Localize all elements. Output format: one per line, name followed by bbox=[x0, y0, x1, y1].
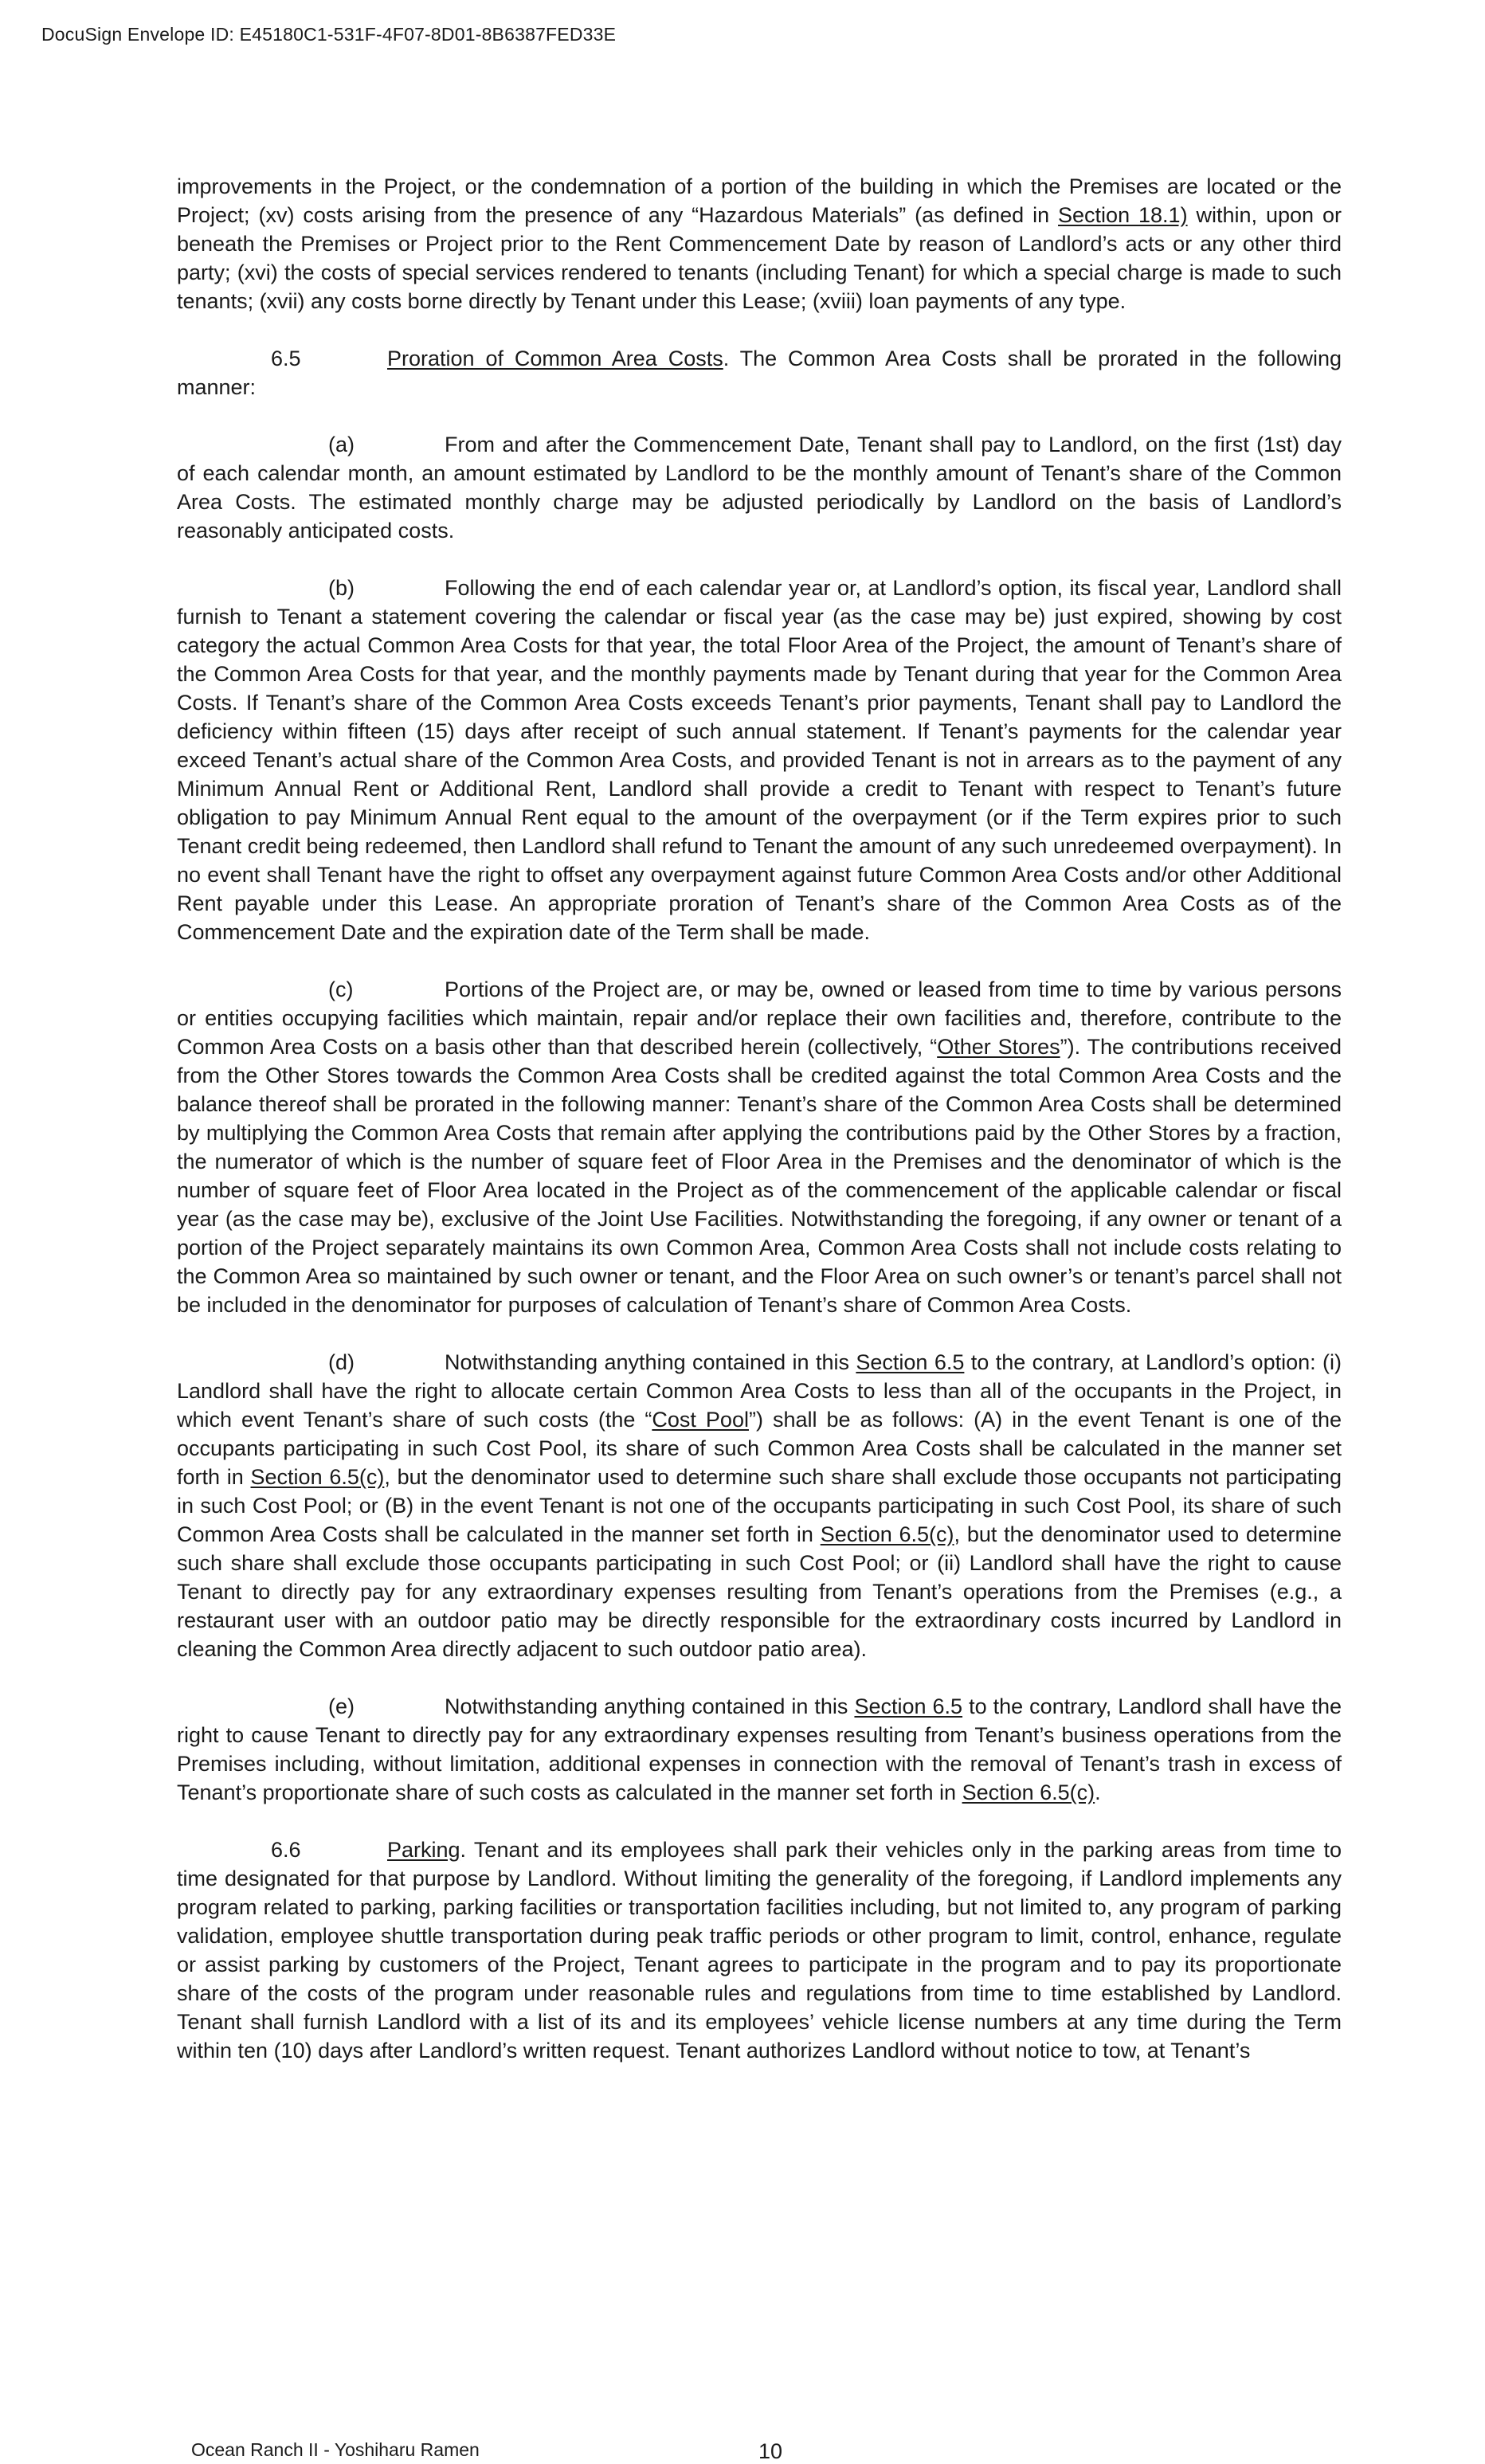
section-number: 6.5 bbox=[271, 347, 301, 370]
text-run: ”). The contributions received from the Other Stores towards the Common Area Costs shall be credited against the total Common Area Costs and the balance thereof shall be prorated in the following manner: Tenant’s share of the Common Area Costs shall be determined by multiplying the Common Area Costs that remain after applying the contributions paid by the Other Stores by a fraction, the numerator of which is the number of square feet of Floor Area in the Premises and the denominator of which is the number of square feet of Floor Area located in the Project as of the commencement of the applicable calendar or fiscal year (as the case may be), exclusive of the Joint Use Facilities. Notwithstanding the foregoing, if any owner or tenant of a portion of the Project separately maintains its own Common Area, Common Area Costs shall not include costs relating to the Common Area so maintained by such owner or tenant, and the Floor Area on such owner’s or tenant’s parcel shall not be included in the denominator for purposes of calculation of Tenant’s share of Common Area Costs. bbox=[177, 1035, 1342, 1317]
cross-reference: Section 6.5 bbox=[854, 1694, 963, 1718]
section-6-5 bbox=[177, 344, 1342, 402]
subsection-b bbox=[177, 574, 1342, 946]
defined-term: Cost Pool bbox=[652, 1408, 749, 1432]
cross-reference: Section 6.5(c) bbox=[820, 1522, 954, 1546]
text-run: within, upon or beneath the Premises or Project prior to the Rent Commencement Date by reason of Landlord’s acts or any other third party; (xvi) the costs of special services rendered to tenants (including Tenant) for which a special charge is made to such tenants; (xvii) any costs borne directly by Tenant under this Lease; (xviii) loan payments of any type. bbox=[177, 203, 1342, 313]
text-run: . bbox=[1095, 1780, 1101, 1804]
cross-reference: Section 6.5(c) bbox=[962, 1780, 1095, 1804]
text-run: Following the end of each calendar year or, at Landlord’s option, its fiscal year, Landlord shall furnish to Tenant a statement covering the calendar or fiscal year (as the case may be) just expired, showing by cost category the actual Common Area Costs for that year, the total Floor Area of the Project, the amount of Tenant’s share of the Common Area Costs for that year, and the monthly payments made by Tenant during that year for the Common Area Costs. If Tenant’s share of the Common Area Costs exceeds Tenant’s prior payments, Tenant shall pay to Landlord the deficiency within fifteen (15) days after receipt of such annual statement. If Tenant’s payments for the calendar year exceed Tenant’s actual share of the Common Area Costs, and provided Tenant is not in arrears as to the payment of any Minimum Annual Rent or Additional Rent, Landlord shall provide a credit to Tenant with respect to Tenant’s future obligation to pay Minimum Annual Rent equal to the amount of the overpayment (or if the Term expires prior to such Tenant credit being redeemed, then Landlord shall refund to Tenant the amount of any such unredeemed overpayment). In no event shall Tenant have the right to offset any overpayment against future Common Area Costs and/or other Additional Rent payable under this Lease. An appropriate proration of Tenant’s share of the Common Area Costs as of the Commencement Date and the expiration date of the Term shall be made. bbox=[177, 576, 1342, 944]
cross-reference: Section 18.1) bbox=[1058, 203, 1188, 227]
text-run: . Tenant and its employees shall park their vehicles only in the parking areas from time to time designated for that purpose by Landlord. Without limiting the generality of the foregoing, if Landlord implements any program related to parking, parking facilities or transportation facilities including, but not limited to, any program of parking validation, employee shuttle transportation during peak traffic periods or other program to limit, control, enhance, regulate or assist parking by customers of the Project, Tenant agrees to participate in the program and to pay its proportionate share of the costs of the program under reasonable rules and regulations from time to time established by Landlord. Tenant shall furnish Landlord with a list of its and its employees’ vehicle license numbers at any time during the Term within ten (10) days after Landlord’s written request. Tenant authorizes Landlord without notice to tow, at Tenant’s bbox=[177, 1838, 1342, 2062]
subsection-d bbox=[177, 1348, 1342, 1663]
subsection-c bbox=[177, 975, 1342, 1319]
paragraph-continuation bbox=[177, 172, 1342, 315]
section-heading: Parking bbox=[387, 1838, 460, 1862]
text-run: , but the denominator used to determine such share shall exclude those occupants participating in such Cost Pool; or (ii) Landlord shall have the right to cause Tenant to directly pay for any extraordinary expenses resulting from Tenant’s operations from the Premises (e.g., a restaurant user with an outdoor patio may be directly responsible for the extraordinary costs incurred by Landlord in cleaning the Common Area directly adjacent to such outdoor patio area). bbox=[177, 1522, 1342, 1661]
text-run: ”) shall be as follows: (A) in the event Tenant is one of the occupants participating in such Cost Pool, its share of such Common Area Costs shall be calculated in the manner set forth in bbox=[177, 1408, 1342, 1489]
docusign-envelope-id: DocuSign Envelope ID: E45180C1-531F-4F07-8D01-8B6387FED33E bbox=[41, 24, 617, 45]
text-run: improvements in the Project, or the condemnation of a portion of the building in which the Premises are located or the Project; (xv) costs arising from the presence of any “Hazardous Materials” (as defined in bbox=[177, 174, 1342, 227]
section-number: 6.6 bbox=[271, 1838, 301, 1862]
cross-reference: Section 6.5(c) bbox=[250, 1465, 385, 1489]
section-6-6 bbox=[177, 1835, 1342, 2065]
text-run: Portions of the Project are, or may be, owned or leased from time to time by various persons or entities occupying facilities which maintain, repair and/or replace their own facilities and, therefore, contribute to the Common Area Costs on a basis other than that described herein (collectively, “ bbox=[177, 977, 1342, 1059]
subsection-number: (e) bbox=[328, 1694, 355, 1718]
text-run: Notwithstanding anything contained in this bbox=[445, 1694, 855, 1718]
text-run: , but the denominator used to determine such share shall exclude those occupants not participating in such Cost Pool; or (B) in the event Tenant is not one of the occupants participating in such Cost Pool, its share of such Common Area Costs shall be calculated in the manner set forth in bbox=[177, 1465, 1342, 1546]
document-body bbox=[177, 172, 1342, 2065]
text-run: to the contrary, at Landlord’s option: (i) Landlord shall have the right to allocate certain Common Area Costs to less than all of the occupants in the Project, in which event Tenant’s share of such costs (the “ bbox=[177, 1350, 1342, 1432]
text-run: . The Common Area Costs shall be prorated in the following manner: bbox=[177, 347, 1342, 399]
text-run: From and after the Commencement Date, Tenant shall pay to Landlord, on the first (1st) day of each calendar month, an amount estimated by Landlord to be the monthly amount of Tenant’s share of the Common Area Costs. The estimated monthly charge may be adjusted periodically by Landlord on the basis of Landlord’s reasonably anticipated costs. bbox=[177, 433, 1342, 543]
text-run: to the contrary, Landlord shall have the right to cause Tenant to directly pay for any extraordinary expenses resulting from Tenant’s business operations from the Premises including, without limitation, additional expenses in connection with the removal of Tenant’s trash in excess of Tenant’s proportionate share of such costs as calculated in the manner set forth in bbox=[177, 1694, 1342, 1804]
subsection-number: (c) bbox=[328, 977, 354, 1001]
subsection-e bbox=[177, 1692, 1342, 1807]
subsection-number: (d) bbox=[328, 1350, 355, 1374]
subsection-a bbox=[177, 430, 1342, 545]
cross-reference: Section 6.5 bbox=[856, 1350, 965, 1374]
text-run: Notwithstanding anything contained in this bbox=[445, 1350, 856, 1374]
footer-document-title: Ocean Ranch II - Yoshiharu Ramen bbox=[191, 2439, 480, 2460]
defined-term: Other Stores bbox=[937, 1035, 1060, 1059]
subsection-number: (b) bbox=[328, 576, 355, 600]
section-heading: Proration of Common Area Costs bbox=[387, 347, 723, 370]
page-number: 10 bbox=[758, 2439, 783, 2463]
subsection-number: (a) bbox=[328, 433, 355, 456]
